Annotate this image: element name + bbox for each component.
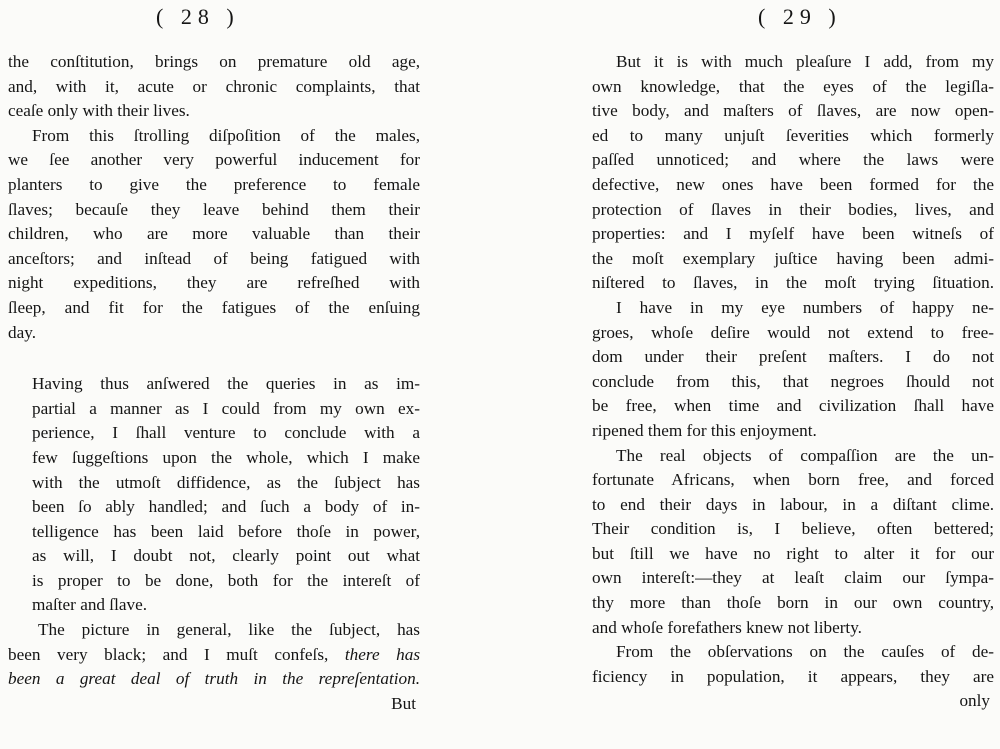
text-line: night expeditions, they are refreſhed with <box>8 273 420 293</box>
text-line: I have in my eye numbers of happy ne- <box>616 297 994 317</box>
text-line: but ſtill we have no right to alter it for our <box>592 543 994 563</box>
text-line: and, with it, acute or chronic complaints, that <box>8 76 420 96</box>
catchword-left: But <box>391 693 416 713</box>
text-fragment: The picture in general, like the ſubject, has <box>38 620 420 640</box>
page-number-right: ( 29 ) <box>758 4 842 29</box>
text-line: maſter and ſlave. <box>32 595 148 615</box>
text-line: partial a manner as I could from my own ex- <box>32 398 420 418</box>
text-line: ceaſe only with their lives. <box>8 101 190 121</box>
text-line: few ſuggeſtions upon the whole, which I make <box>32 447 420 467</box>
text-line: be free, when time and civilization ſhall have <box>592 396 994 416</box>
text-line: ſleep, and fit for the fatigues of the enſuing <box>8 297 420 317</box>
text-line: conclude from this, that negroes ſhould not <box>592 371 994 391</box>
text-line: ed to many unjuſt ſeverities which formerly <box>592 125 994 145</box>
text-fragment: been very black; and I muſt confeſs, <box>8 644 329 664</box>
text-line: planters to give the preference to female <box>8 174 420 194</box>
text-line <box>8 643 420 668</box>
left-page-text <box>8 50 420 716</box>
text-line: properties: and I myſelf have been witneſs of <box>592 224 994 244</box>
text-line: as will, I doubt not, clearly point out what <box>32 546 420 566</box>
text-line: paſſed unnoticed; and where the laws were <box>592 150 994 170</box>
text-line-italic: been a great deal of truth in the repreſentation. <box>8 669 420 689</box>
text-line: fortunate Africans, when born free, and forced <box>592 470 994 490</box>
text-line: ſlaves; becauſe they leave behind them their <box>8 199 420 219</box>
text-line: and whoſe forefathers knew not liberty. <box>592 617 862 637</box>
text-line: to end their days in labour, in a diſtant clime. <box>592 494 994 514</box>
text-line: is proper to be done, both for the intereſt of <box>32 570 420 590</box>
text-line: ripened them for this enjoyment. <box>592 420 817 440</box>
text-line: own knowledge, that the eyes of the legiſla- <box>592 76 994 96</box>
text-line: protection of ſlaves in their bodies, lives, and <box>592 199 994 219</box>
text-line: niſtered to ſlaves, in the moſt trying ſituation. <box>592 273 994 293</box>
text-line: children, who are more valuable than their <box>8 224 420 244</box>
right-page-text <box>592 50 994 714</box>
italic-fragment: there has <box>344 644 420 664</box>
text-line <box>8 618 420 643</box>
text-line: defective, new ones have been formed for the <box>592 174 994 194</box>
text-line: Having thus anſwered the queries in as im- <box>32 374 420 394</box>
text-line: we ſee another very powerful inducement for <box>8 150 420 170</box>
text-line: groes, whoſe deſire would not extend to free- <box>592 322 994 342</box>
text-line: the conſtitution, brings on premature old age, <box>8 52 420 71</box>
text-line: telligence has been laid before thoſe in power, <box>32 521 420 541</box>
text-line: ficiency in population, it appears, they are <box>592 666 994 686</box>
text-line: thy more than thoſe born in our own country, <box>592 593 994 613</box>
catchword-right: only <box>959 691 990 711</box>
text-line: The real objects of compaſſion are the un- <box>616 445 994 465</box>
text-line: with the utmoſt diffidence, as the ſubject has <box>32 472 420 492</box>
text-line: anceſtors; and inſtead of being fatigued with <box>8 248 420 268</box>
text-line: From this ſtrolling diſpoſition of the males, <box>32 125 420 145</box>
text-line: But it is with much pleaſure I add, from my <box>616 52 994 71</box>
text-line: day. <box>8 322 36 342</box>
text-line: tive body, and maſters of ſlaves, are now open- <box>592 101 994 121</box>
text-line: own intereſt:—they at leaſt claim our ſympa- <box>592 568 994 588</box>
page-number-left: ( 28 ) <box>156 4 240 29</box>
text-line: dom under their preſent maſters. I do not <box>592 347 994 367</box>
text-line: From the obſervations on the cauſes of de- <box>616 642 994 662</box>
text-line: the moſt exemplary juſtice having been admi- <box>592 248 994 268</box>
text-line: perience, I ſhall venture to conclude with a <box>32 423 420 443</box>
text-line: been ſo ably handled; and ſuch a body of in- <box>32 497 420 517</box>
text-line: Their condition is, I believe, often bettered; <box>592 519 994 539</box>
